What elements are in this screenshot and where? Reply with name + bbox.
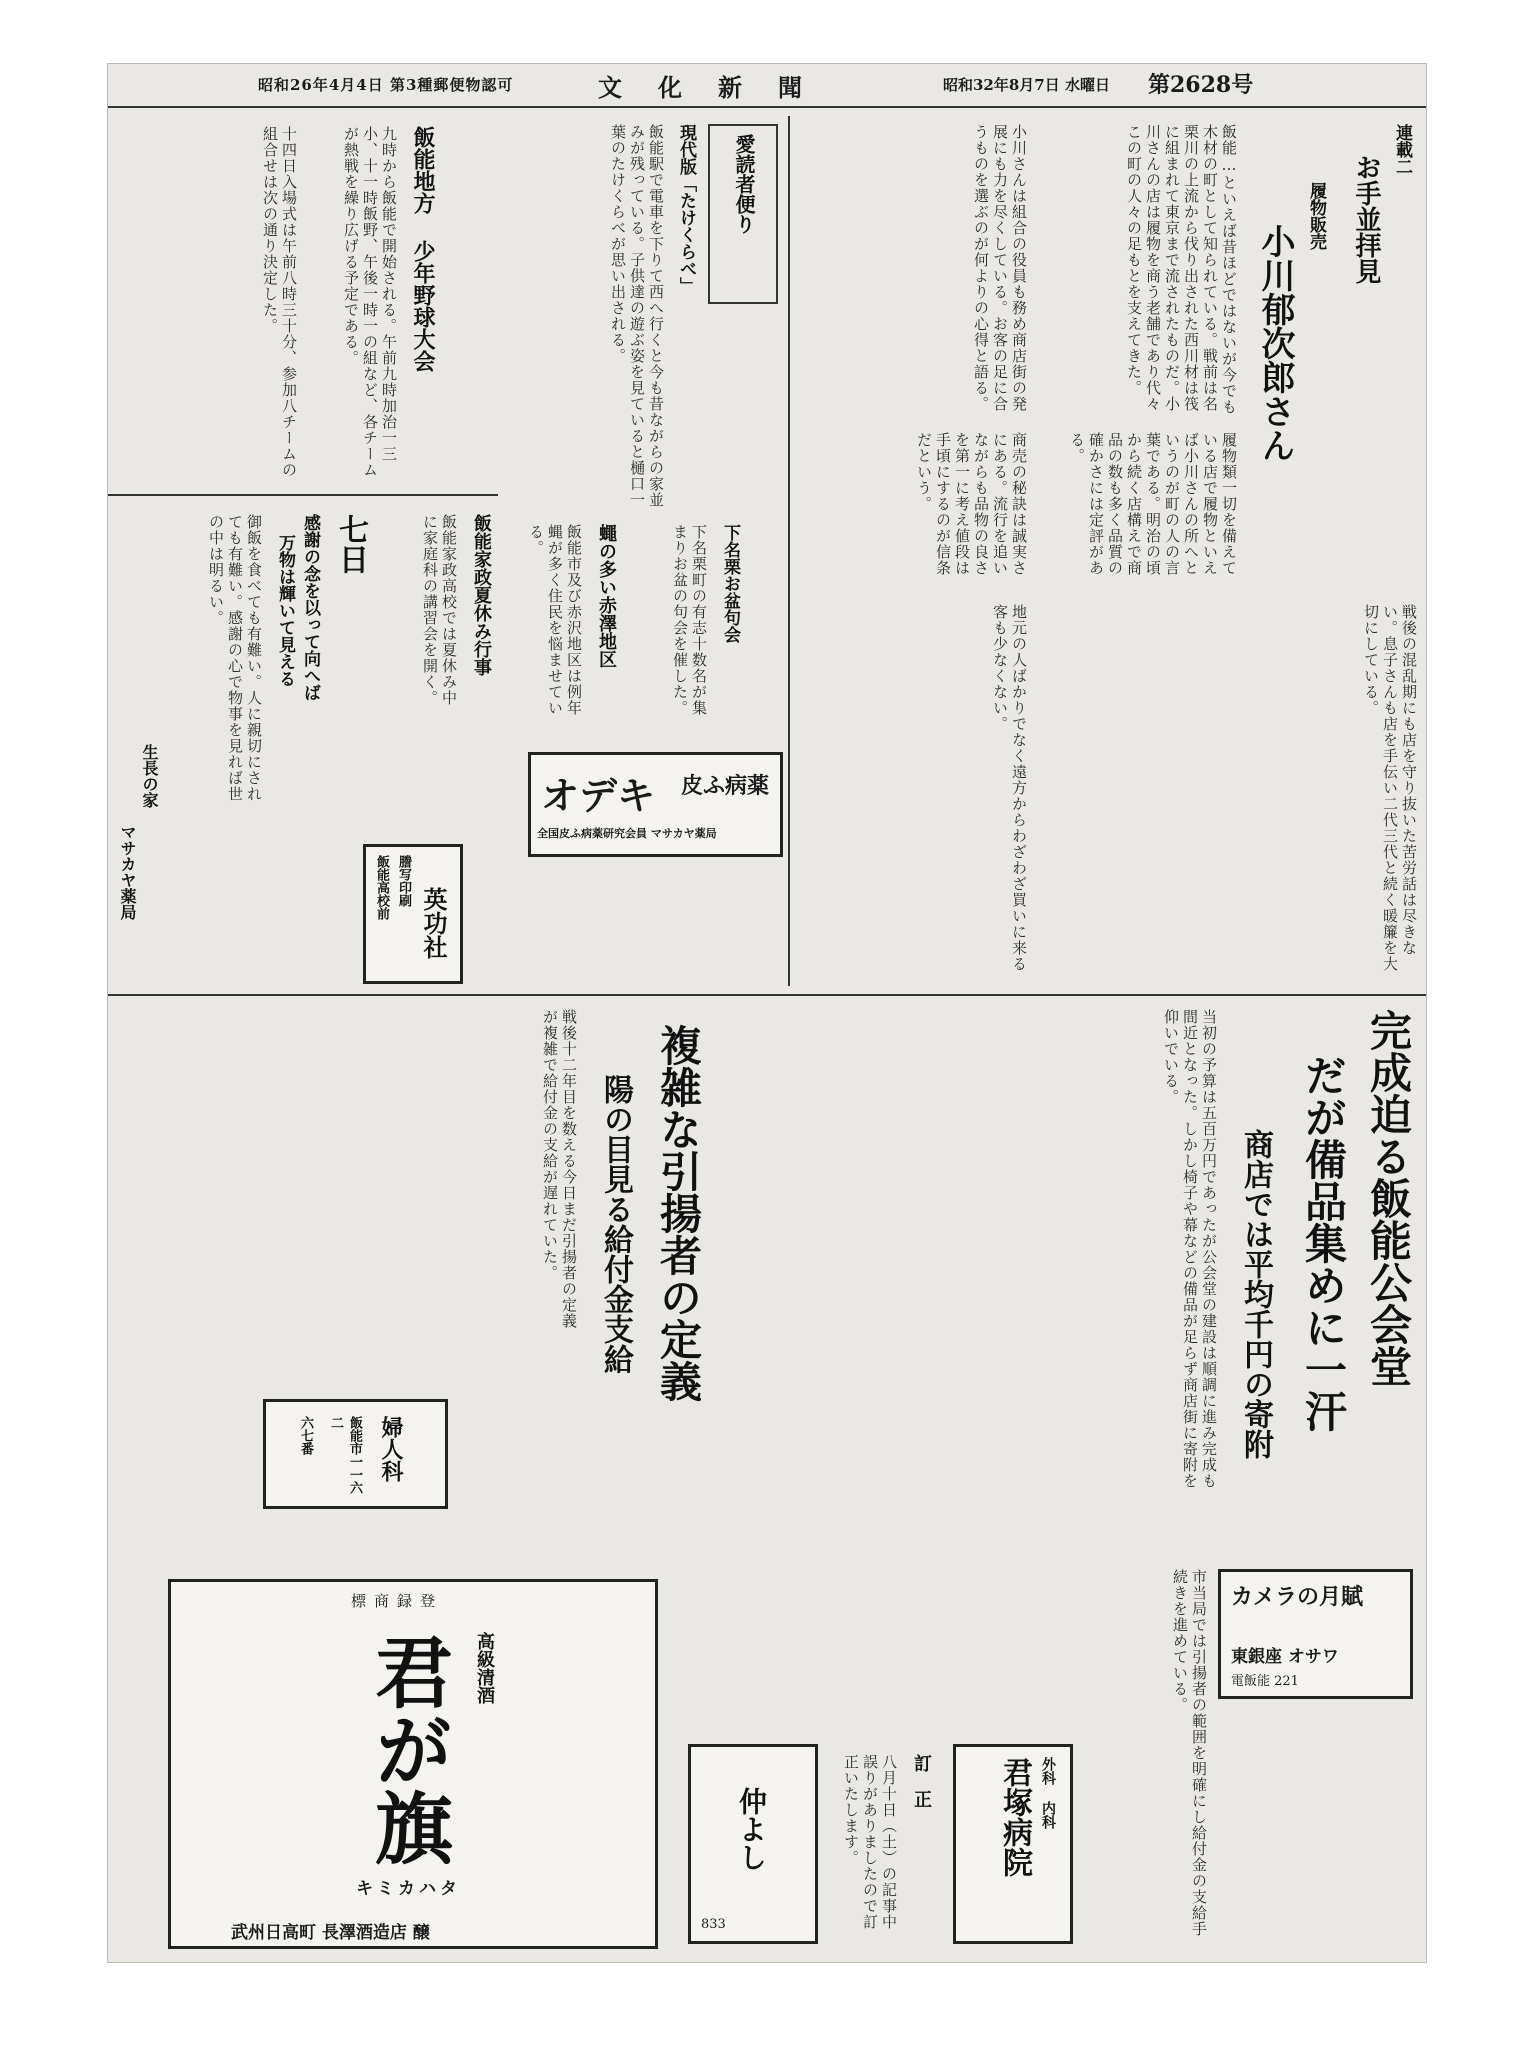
body-text: 十四日入場式は午前八時三十分、参加八チームの組合せは次の通り決定した。 <box>261 126 298 478</box>
seven-shop: マサカヤ薬局 <box>118 824 137 920</box>
body-text: 市当局では引揚者の範囲を明確にし給付金の支給手続きを進めている。 <box>1171 1569 1208 1937</box>
body-text: 飯能…といえば昔ほどではないが今でも木材の町として知られている。戦前は名栗川の上流から伐り出された西川材は筏に組まれて東京まで流されたものだ。小川さんの店は履物を商う老舗であり代々この町の人々の足もとを支えてきた。 <box>1125 124 1238 415</box>
body-text: 八月十日（土）の記事中誤りがありましたので訂正いたします。 <box>842 1754 898 1930</box>
body-text: 飯能家政高校では夏休み中に家庭科の講習会を開く。 <box>421 514 458 706</box>
masthead-date: 昭和32年8月7日 水曜日 <box>943 76 1110 94</box>
reader-sub: 現代版「たけくらべ」 <box>676 124 696 294</box>
ad-clinic-tel: 六七番 <box>298 1416 313 1455</box>
masthead-issue: 第2628号 <box>1148 72 1254 98</box>
ad-printer-name: 英功社 <box>419 887 448 959</box>
ad-camera <box>1218 1569 1413 1699</box>
ad-skin <box>528 752 783 857</box>
ad-sweets-tel: 833 <box>701 1917 726 1932</box>
ad-clinic-place: 飯能市一一六二 <box>328 1416 362 1494</box>
reader-box <box>708 124 778 304</box>
baseball-heading: 飯能地方 少年野球大会 <box>410 126 436 372</box>
body-text: 小川さんは組合の役員も務め商店街の発展にも力を尽くしている。お客の足に合うものを選ぶのが何よりの心得と語る。 <box>972 124 1028 412</box>
correction-label: 訂 正 <box>911 1754 932 1808</box>
ad-printer-place: 飯能高校前 <box>374 855 389 920</box>
seven-title: 七日 <box>333 514 368 574</box>
ad-printer-note: 謄写印刷 <box>396 855 411 907</box>
serial-person: 小川郁次郎さん <box>1255 224 1295 462</box>
ad-skin-seller: 全国皮ふ病薬研究会員 マサカヤ薬局 <box>537 827 717 840</box>
middle-rule <box>108 994 1427 996</box>
ad-clinic <box>263 1399 448 1509</box>
ad-hospital <box>953 1744 1073 1944</box>
ad-clinic-name: 婦人科 <box>378 1416 404 1482</box>
ad-hospital-dept: 外科 内科 <box>1040 1757 1056 1829</box>
serial-sub: 履物販売 <box>1306 182 1326 250</box>
body-text: 履物類一切を備えている店で履物といえば小川さんの所へというのが町の人の言葉である。明治の頃から続く店構えで商品の数も多く品質の確かさには定評がある。 <box>1068 432 1238 576</box>
ad-sweets <box>688 1744 818 1944</box>
ad-sake-brewer: 武州日高町 長澤酒造店 醸 <box>231 1923 430 1943</box>
ad-sake-trademark: 標商録登 <box>351 1592 444 1610</box>
hall-heading: 完成迫る飯能公会堂 <box>1364 1009 1413 1387</box>
body-text: 御飯を食べても有難い。人に親切にされても有難い。感謝の心で物事を見れば世の中は明るい。 <box>207 514 263 802</box>
body-text: 下名栗町の有志十数名が集まりお盆の句会を催した。 <box>671 524 708 716</box>
seven-line2: 万物は輝いて見える <box>275 534 295 687</box>
ad-skin-brand: オデキ <box>541 773 656 818</box>
ad-sake-name: 君が旗 <box>362 1632 453 1866</box>
ad-sake-kana: キミカハタ <box>356 1879 461 1899</box>
newspaper-page <box>107 63 1427 1963</box>
seven-line1: 感謝の念を以って向へば <box>300 514 320 701</box>
body-text: 飯能市及び赤沢地区は例年蝿が多く住民を悩ませている。 <box>527 524 583 716</box>
ad-camera-tel: 電飯能 221 <box>1231 1674 1299 1689</box>
body-text: 戦後の混乱期にも店を守り抜いた苦労話は尽きない。息子さんも店を手伝い二代三代と続く暖簾を大切にしている。 <box>1362 604 1418 972</box>
column-rule <box>788 116 790 986</box>
flies-heading: 蠅の多い赤澤地区 <box>596 524 617 668</box>
hall-sub: 商店では平均千円の寄附 <box>1238 1129 1273 1459</box>
ad-camera-name: カメラの月賦 <box>1231 1584 1364 1610</box>
body-text: 当初の予算は五百万円であったが公会堂の建設は順調に進み完成も間近となった。しかし椅子や幕などの備品が足らず商店街に寄附を仰いでいる。 <box>1162 1009 1218 1489</box>
body-text: 地元の人ばかりでなく遠方からわざわざ買いに来る客も少なくない。 <box>991 604 1028 972</box>
serial-tag: 連載二 <box>1392 124 1412 175</box>
serial-heading: お手並拝見 <box>1351 154 1381 284</box>
body-text: 九時から飯能で開始される。午前九時加治一三小、十一時飯野、午後一時一の組など、各チームが熱戦を繰り広げる予定である。 <box>342 126 398 478</box>
summer-heading: 飯能家政夏休み行事 <box>471 514 492 676</box>
reader-label: 愛読者便り <box>732 134 756 234</box>
repatriate-sub: 陽の目見る給付金支給 <box>598 1074 633 1374</box>
ad-sweets-name: 仲よし <box>735 1787 768 1871</box>
repatriate-heading: 複雑な引揚者の定義 <box>654 1024 703 1402</box>
hall-heading2: だが備品集めに一汗 <box>1299 1054 1348 1432</box>
ad-hospital-name: 君塚病院 <box>997 1757 1032 1877</box>
ad-camera-shop: 東銀座 オサワ <box>1231 1647 1339 1667</box>
masthead <box>108 64 1427 106</box>
bon-heading: 下名栗お盆句会 <box>720 524 740 643</box>
section-rule <box>108 494 498 496</box>
masthead-permit: 昭和26年4月4日 第3種郵便物認可 <box>258 76 514 94</box>
ad-skin-name: 皮ふ病薬 <box>681 773 770 799</box>
ad-sake <box>168 1579 658 1949</box>
seven-org: 生長の家 <box>140 744 159 808</box>
body-text: 戦後十二年目を数える今日まだ引揚者の定義が複雑で給付金の支給が遅れていた。 <box>541 1009 578 1329</box>
ad-sake-grade: 高級清酒 <box>474 1632 495 1704</box>
body-text: 飯能駅で電車を下りて西へ行くと今も昔ながらの家並みが残っている。子供達の遊ぶ姿を見ていると樋口一葉のたけくらべが思い出される。 <box>609 124 665 508</box>
masthead-title: 文 化 新 聞 <box>598 73 808 102</box>
body-text: 商売の秘訣は誠実さにある。流行を追いながらも品物の良さを第一に考え値段は手頃にするのが信条だという。 <box>915 432 1028 576</box>
ad-printer <box>363 844 463 984</box>
masthead-rule <box>108 106 1427 108</box>
